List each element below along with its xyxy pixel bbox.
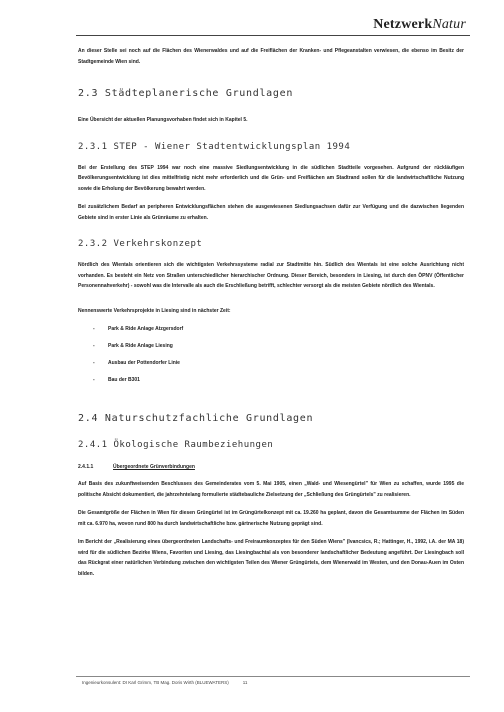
logo-main: Netzwerk [373, 17, 433, 32]
list-intro: Nennenswerte Verkehrsprojekte in Liesing sind in nächster Zeit: [78, 307, 231, 314]
page-number: 11 [242, 680, 248, 685]
project-list [78, 324, 464, 392]
paragraph-2-4-1-b: Die Gesamtgröße der Flächen in Wien für diesen Grüngürtel ist im Grüngürtelkonzept mit ca. 19.260 ha geplant, davon die Gesamtsumme der Flächen im Süden mit ca. 6.970 ha, wovon rund 800 ha durch landwirtschaftliche bzw. gärtnerische Nutzung geprägt sind. [78, 510, 464, 527]
footer-text: Ingenieurkonsulent: DI Karl Grimm, TB Mag. Doris Wirth (BLUEWATERS) [82, 680, 229, 685]
list-item: - Park & Ride Anlage Atzgersdorf [93, 326, 184, 332]
heading-2-3-1: 2.3.1 STEP - Wiener Stadtentwicklungsplan 1994 [78, 141, 351, 152]
logo [373, 17, 466, 33]
list-item: - Ausbau der Pottendorfer Linie [93, 360, 180, 366]
header-rule [76, 35, 470, 36]
paragraph-2-4-1-c: Im Bericht der „Realisierung eines übergeordneten Landschafts- und Freiraumkonzeptes für den Süden Wiens" (Ivancsics, R.; Hattinger, H., 1992, i.A. der MA 18) wird für die südlichen Bezirke Wiens, Favoriten und Liesing, das Liesingbachtal als von besonderer landschaftlicher Bedeutung angeführt. Der Liesingbach soll das Rückgrat einer natürlichen Verbindung zwischen den wichtigsten Teilen des Wiener Grüngürtels, dem Wienerwald im Westen, und den Donau-Auen im Osten bilden. [78, 539, 464, 577]
heading-2-3-2: 2.3.2 Verkehrskonzept [78, 239, 203, 249]
footer-rule [76, 676, 470, 677]
subheading-title: Übergeordnete Grünverbindungen [113, 464, 195, 470]
logo-accent: Natur [432, 17, 466, 32]
list-item: - Bau der B301 [93, 377, 140, 383]
subheading-number: 2.4.1.1 [78, 464, 94, 470]
intro-paragraph: An dieser Stelle sei noch auf die Flächen des Wienerwaldes und auf die Freiflächen der Kranken- und Pflegeanstalten verwiesen, die ebenso im Besitz der Stadtgemeinde Wien sind. [78, 48, 464, 65]
paragraph-2-3: Eine Übersicht der aktuellen Planungsvorhaben findet sich in Kapitel 5. [78, 117, 248, 123]
paragraph-2-3-2: Nördlich des Wientals orientieren sich die wichtigsten Verkehrssysteme radial zur Stadtmitte hin. Südlich des Wientals ist eine solche Ausrichtung nicht vorhanden. Es besteht ein Netz von Straßen unterschiedlicher hierarchischer Ordnung. Dieser Bereich, besonders in Liesing, ist durch den ÖPNV (Öffentlicher Personennahverkehr) - sowohl was die Intervalle als auch die Erschließung betrifft, schlechter versorgt als die meisten Gebiete nördlich des Wientals. [78, 262, 464, 289]
paragraph-2-3-1-a: Bei der Erstellung des STEP 1994 war noch eine massive Siedlungsentwicklung in die südlichen Stadtteile vorgesehen. Aufgrund der rückläufigen Bevölkerungsentwicklung ist dies mittelfristig nicht mehr erforderlich und die Grün- und Freiflächen am Stadtrand sollen für die landwirtschaftliche Nutzung sowie die Erholung der Bevölkerung bewahrt werden. [78, 164, 464, 192]
list-item: - Park & Ride Anlage Liesing [93, 343, 173, 349]
paragraph-2-3-1-b: Bei zusätzlichem Bedarf an peripheren Entwicklungsflächen stehen die ausgewiesenen Siedlungsachsen dafür zur Verfügung und die dazwischen liegenden Gebiete sind in erster Linie als Grünräume zu erhalten. [78, 204, 464, 221]
heading-2-3: 2.3 Städteplanerische Grundlagen [78, 88, 294, 99]
paragraph-2-4-1-a: Auf Basis des zukunftweisenden Beschlusses des Gemeinderates vom 5. Mai 1905, einen „Wald- und Wiesengürtel" für Wien zu schaffen, wurde 1995 die politische Absicht dokumentiert, die jahrzehntelang formulierte städtebauliche Zielsetzung der „Schließung des Grüngürtels" zu realisieren. [78, 481, 464, 498]
document-body [78, 46, 464, 587]
footer [82, 680, 247, 685]
heading-2-4-1-1 [78, 464, 464, 470]
heading-2-4: 2.4 Naturschutzfachliche Grundlagen [78, 413, 314, 424]
heading-2-4-1: 2.4.1 Ökologische Raumbeziehungen [78, 440, 274, 450]
